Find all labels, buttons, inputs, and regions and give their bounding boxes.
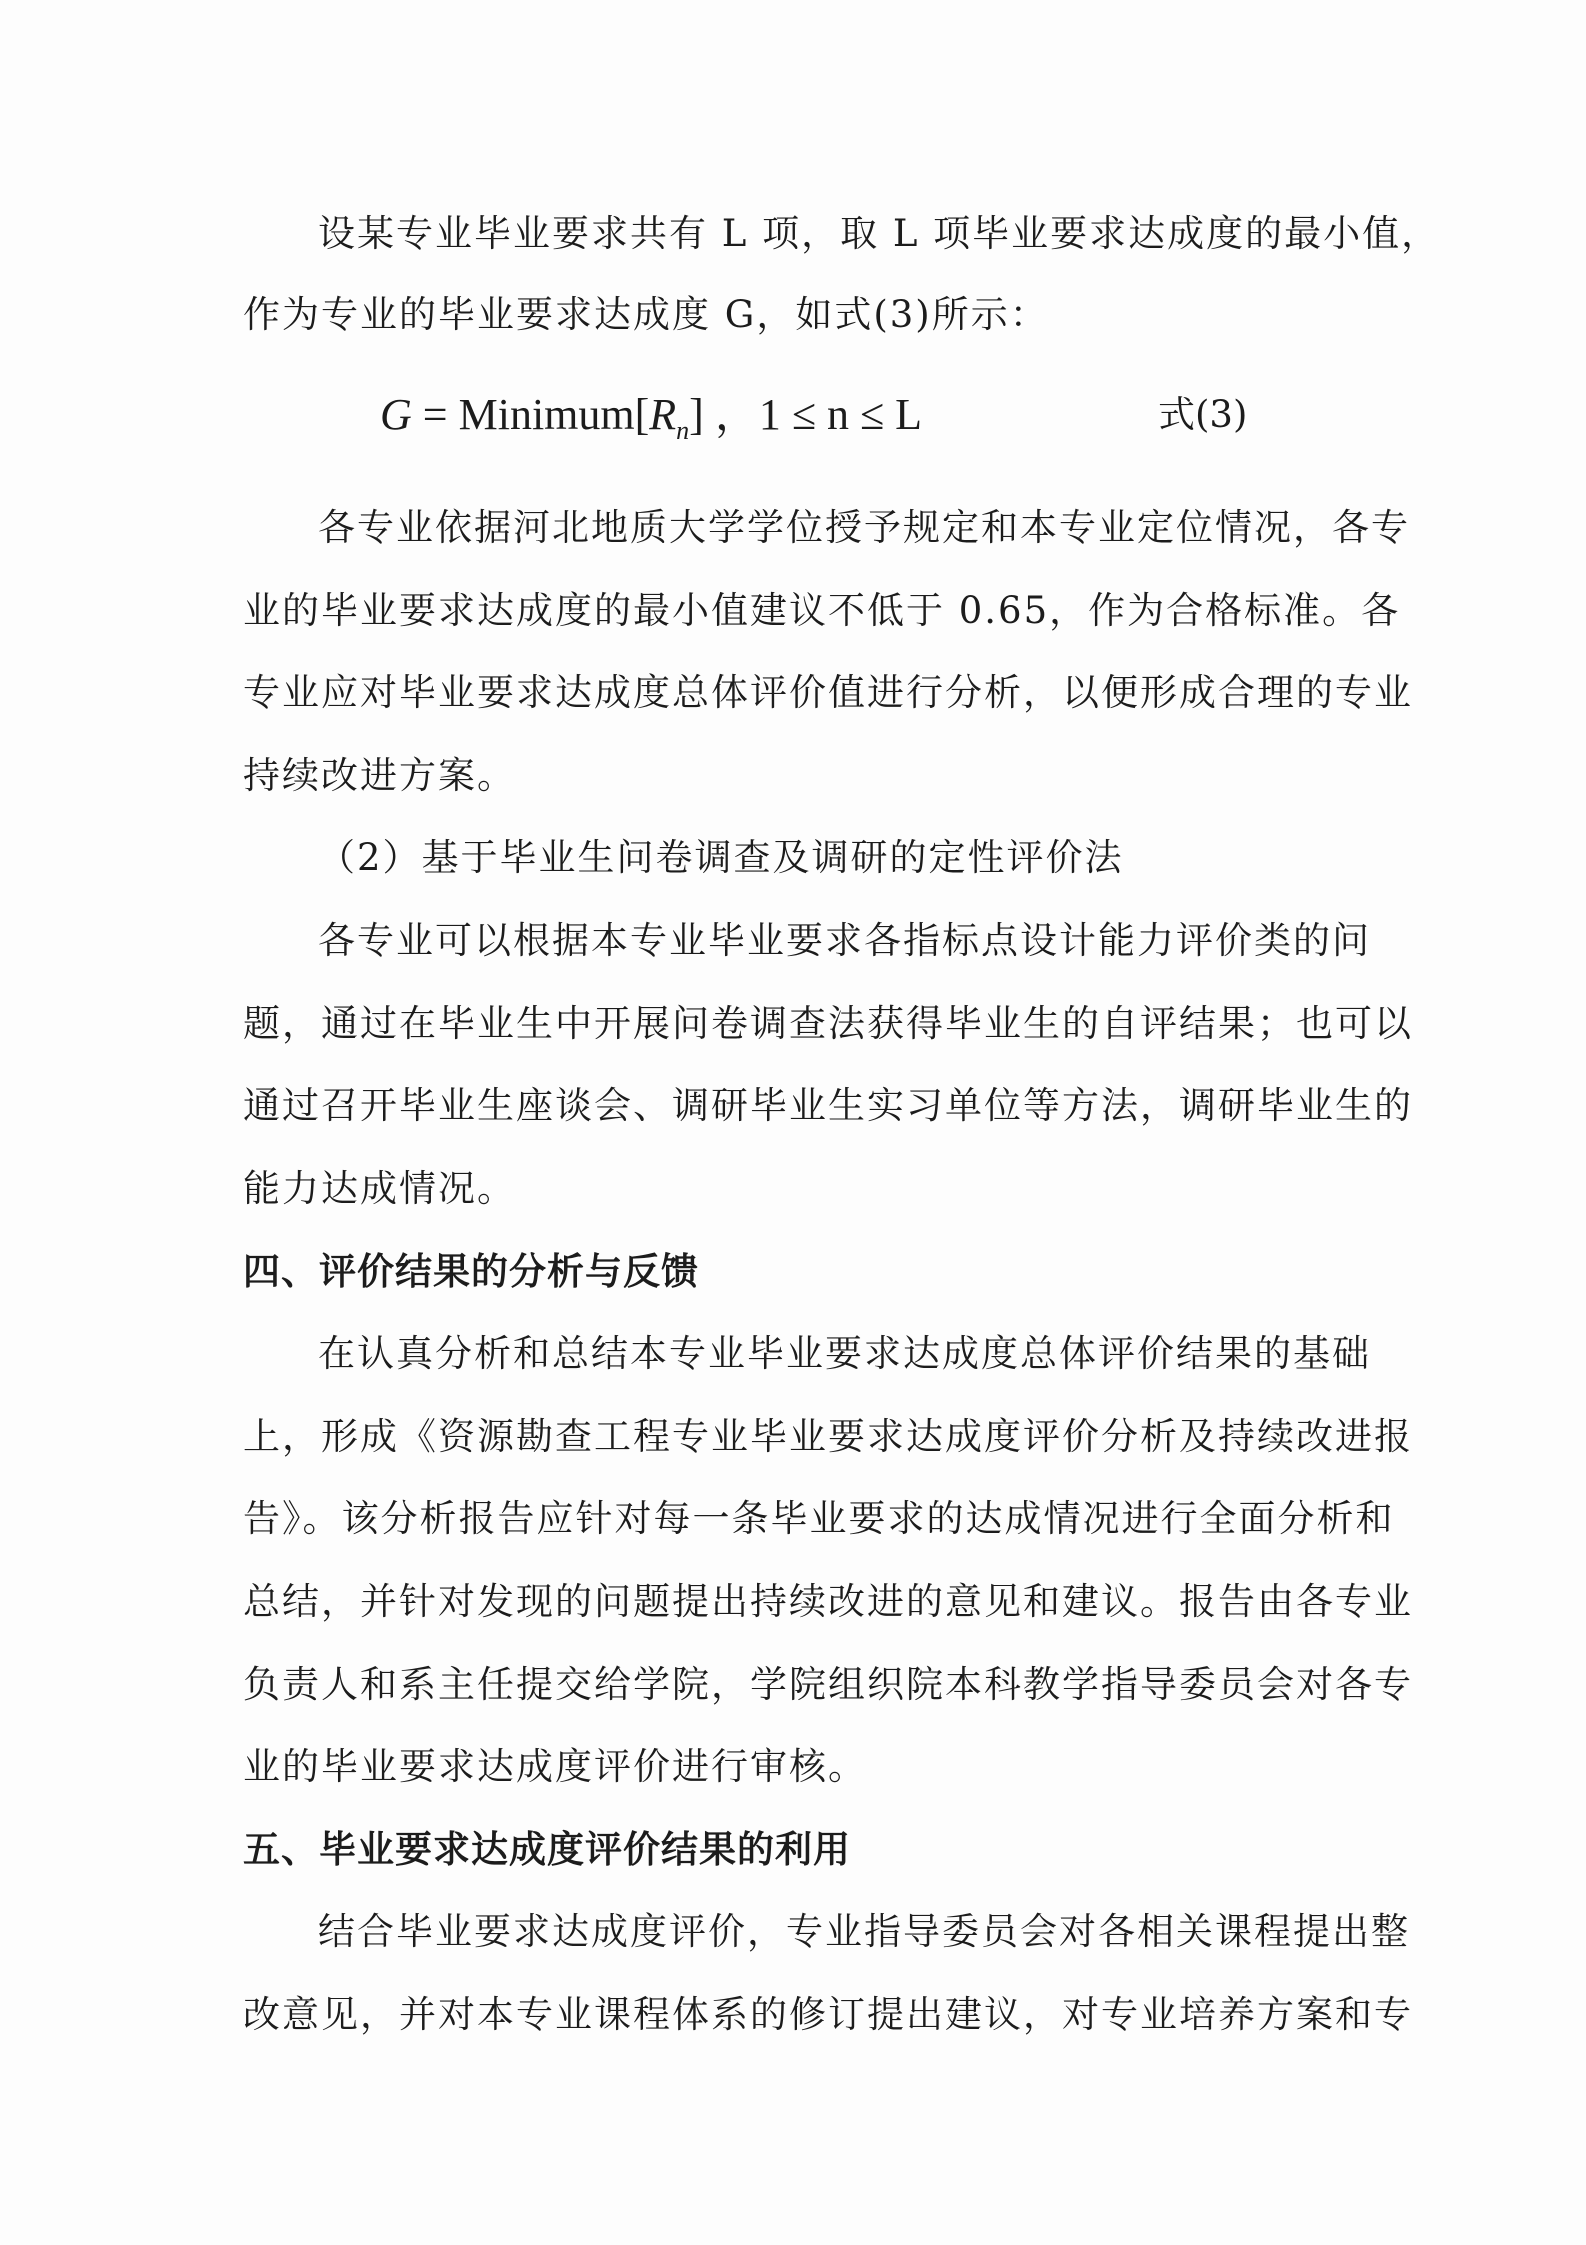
paragraph-4-line-1: 在认真分析和总结本专业毕业要求达成度总体评价结果的基础 <box>318 1332 1371 1375</box>
heading-section-5: 五、毕业要求达成度评价结果的利用 <box>243 1828 851 1871</box>
paragraph-3-line-2: 题，通过在毕业生中开展问卷调查法获得毕业生的自评结果；也可以 <box>243 1002 1413 1045</box>
paragraph-5-line-2: 改意见，并对本专业课程体系的修订提出建议，对专业培养方案和专 <box>243 1993 1413 2036</box>
paragraph-4-line-2: 上，形成《资源勘查工程专业毕业要求达成度评价分析及持续改进报 <box>243 1415 1413 1458</box>
paragraph-4-line-3: 告》。该分析报告应针对每一条毕业要求的达成情况进行全面分析和 <box>243 1497 1395 1540</box>
formula-lhs: G <box>380 390 412 439</box>
paragraph-3-line-3: 通过召开毕业生座谈会、调研毕业生实习单位等方法，调研毕业生的 <box>243 1084 1413 1127</box>
formula-range: ，1 ≤ n ≤ L <box>703 390 923 439</box>
paragraph-4-line-4: 总结，并针对发现的问题提出持续改进的意见和建议。报告由各专业 <box>243 1580 1413 1623</box>
paragraph-2-line-4: 持续改进方案。 <box>243 754 516 797</box>
formula-eq: = Minimum[ <box>411 390 650 439</box>
paragraph-4-line-5: 负责人和系主任提交给学院，学院组织院本科教学指导委员会对各专 <box>243 1663 1413 1706</box>
paragraph-1-line-1: 设某专业毕业要求共有 L 项，取 L 项毕业要求达成度的最小值， <box>318 212 1441 255</box>
paragraph-2-line-1: 各专业依据河北地质大学学位授予规定和本专业定位情况，各专 <box>318 506 1410 549</box>
formula-close: ] <box>689 390 704 439</box>
paragraph-4-line-6: 业的毕业要求达成度评价进行审核。 <box>243 1745 867 1788</box>
paragraph-2-line-3: 专业应对毕业要求达成度总体评价值进行分析，以便形成合理的专业 <box>243 671 1413 714</box>
paragraph-3-line-1: 各专业可以根据本专业毕业要求各指标点设计能力评价类的问 <box>318 919 1371 962</box>
equation-number: 式(3) <box>1158 393 1248 436</box>
paragraph-1-line-2: 作为专业的毕业要求达成度 G，如式(3)所示： <box>243 293 1049 336</box>
paragraph-5-line-1: 结合毕业要求达成度评价，专业指导委员会对各相关课程提出整 <box>318 1910 1410 1953</box>
subheading-2: （2）基于毕业生问卷调查及调研的定性评价法 <box>318 836 1124 879</box>
formula-sub: n <box>676 415 690 445</box>
formula-r: R <box>649 390 677 439</box>
paragraph-2-line-2: 业的毕业要求达成度的最小值建议不低于 0.65，作为合格标准。各 <box>243 589 1401 632</box>
paragraph-3-line-4: 能力达成情况。 <box>243 1167 516 1210</box>
heading-section-4: 四、评价结果的分析与反馈 <box>243 1250 699 1293</box>
formula-g-minimum <box>380 388 922 458</box>
